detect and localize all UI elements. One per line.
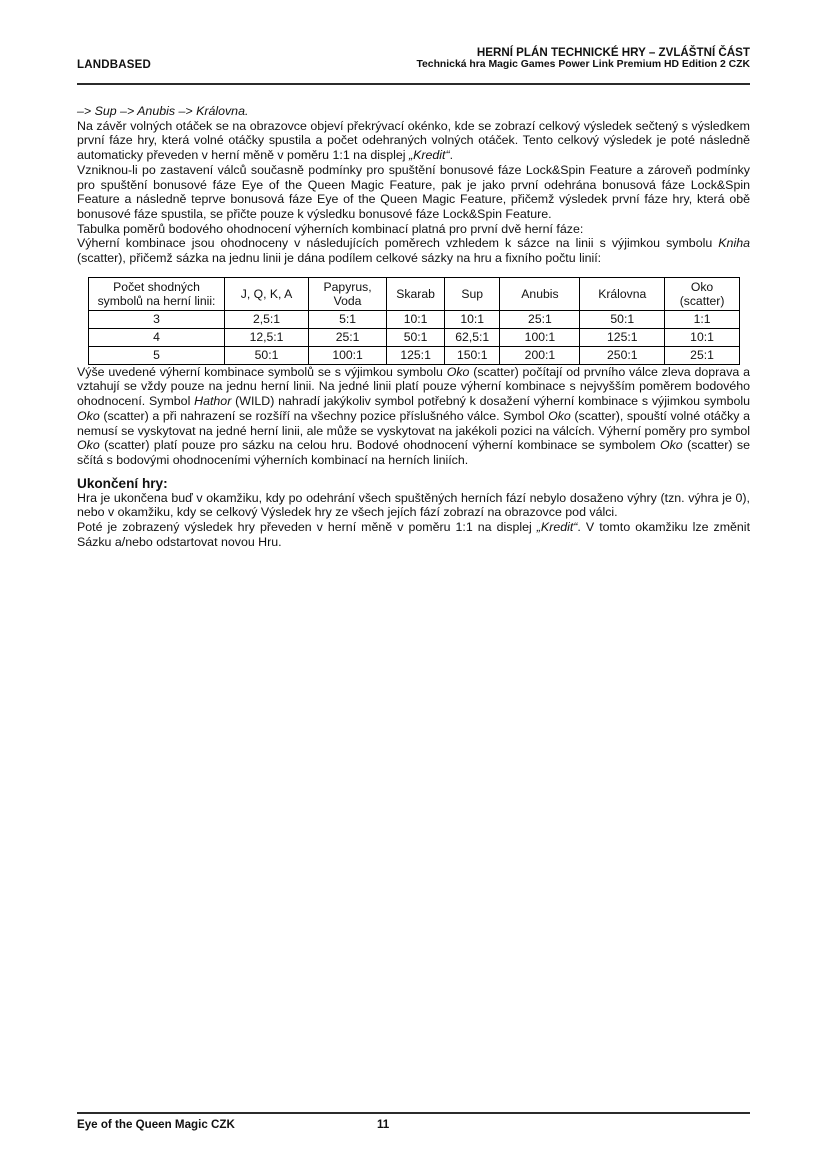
paragraph-table-intro-line: Tabulka poměrů bodového ohodnocení výherních kombinací platná pro první dvě herní fáze:	[77, 221, 584, 236]
text-segment: (WILD) nahradí jakýkoliv symbol potřebný k dosažení výherní kombinace s výjimkou symbolu	[231, 394, 750, 409]
paragraph-free-spins-result	[77, 119, 750, 163]
table-cell: 25:1	[500, 310, 580, 328]
table-cell: 12,5:1	[225, 328, 309, 346]
table-cell: 25:1	[309, 328, 387, 346]
symbol-sequence-line	[77, 104, 750, 119]
table-cell: 62,5:1	[445, 328, 500, 346]
table-cell: 150:1	[445, 346, 500, 364]
text-segment: Na závěr volných otáček se na obrazovce objeví překrývací okénko, kde se zobrazí celkový výsledek sečtený s výsledkem první fáze hry, která volné otáčky spustila a počet odehraných volných otáček. Tento celkový výsledek je poté následně automaticky převeden v herní měně v poměru 1:1 na displej	[77, 118, 750, 163]
table-cell: 200:1	[500, 346, 580, 364]
table-cell: 10:1	[387, 310, 445, 328]
italic-text-segment: Oko	[548, 408, 571, 423]
italic-text-segment: –> Sup –> Anubis –> Královna.	[77, 104, 249, 118]
italic-text-segment: „Kredit“	[536, 520, 578, 535]
table-header-cell: Skarab	[387, 277, 445, 310]
italic-text-segment: Kniha	[718, 236, 750, 251]
table-cell: 100:1	[500, 328, 580, 346]
text-segment: Výherní kombinace jsou ohodnoceny v následujících poměrech vzhledem k sázce na linii s výjimkou symbolu	[77, 236, 719, 251]
text-segment: (scatter) a při nahrazení se rozšíří na všechny pozice příslušného válce. Symbol	[99, 408, 549, 423]
table-header-cell: Anubis	[500, 277, 580, 310]
footer-game-name: Eye of the Queen Magic CZK	[77, 1118, 235, 1131]
italic-text-segment: Hathor	[194, 394, 232, 409]
table-cell: 10:1	[665, 328, 740, 346]
text-segment: Výše uvedené výherní kombinace symbolů se s výjimkou symbolu	[77, 364, 447, 379]
italic-text-segment: Oko	[446, 364, 470, 379]
payout-table	[88, 277, 740, 365]
table-row	[89, 310, 740, 328]
table-cell: 5:1	[309, 310, 387, 328]
paragraph-win-rules	[77, 365, 750, 468]
table-header-cell: Oko (scatter)	[665, 277, 740, 310]
table-cell: 125:1	[387, 346, 445, 364]
paragraph-bonus-order	[77, 163, 750, 222]
italic-text-segment: Oko	[77, 438, 100, 453]
table-row	[89, 346, 740, 364]
text-segment: Vzniknou-li po zastavení válců současně podmínky pro spuštění bonusové fáze Lock&Spin Feature a zároveň podmínky pro spuštění bonusové fáze Eye of the Queen Magic Feature, pak je jako první odehrána bonusová fáze Lock&Spin Feature a následně teprve bonusová fáze Eye of the Queen Magic Feature, přičemž výsledek první fáze hry, která obě bonusové fáze spustila, se přičte pouze k výsledku bonusové fáze Lock&Spin Feature.	[77, 162, 750, 221]
table-cell: 250:1	[580, 346, 665, 364]
table-header-cell: J, Q, K, A	[225, 277, 309, 310]
document-title: HERNÍ PLÁN TECHNICKÉ HRY – ZVLÁŠTNÍ ČÁST	[476, 46, 750, 59]
page-number: 11	[377, 1118, 390, 1131]
table-cell: 10:1	[445, 310, 500, 328]
table-cell: 4	[89, 328, 225, 346]
italic-text-segment: „Kredit“	[408, 148, 450, 163]
document-body	[77, 104, 750, 549]
table-cell: 50:1	[225, 346, 309, 364]
text-segment: Hra je ukončena buď v okamžiku, kdy po odehrání všech spuštěných herních fází nebylo dosaženo výhry (tzn. výhra je 0), nebo v okamžiku, kdy se celkový Výsledek hry ze všech jejích fází zobrazí na obrazovce pod válci.	[77, 490, 750, 520]
table-row	[89, 328, 740, 346]
text-segment: (scatter) počítají od prvního válce zleva doprava a vztahují se vždy pouze na jednu herní linii. Na jedné linii platí pouze výherní kombinace s nejvyšším poměrem bodového ohodnocení. Symbol	[77, 364, 750, 409]
paragraph-result-transfer	[77, 520, 750, 549]
table-cell: 100:1	[309, 346, 387, 364]
header-left-label: LANDBASED	[77, 59, 151, 71]
italic-text-segment: Oko	[77, 408, 100, 423]
text-segment: Poté je zobrazený výsledek hry převeden v herní měně v poměru 1:1 na displej	[77, 520, 537, 535]
table-header-cell: Sup	[445, 277, 500, 310]
text-segment: (scatter), spouští volné otáčky a nemusí se vyskytovat na jedné herní linii, ale může se vyskytovat na jakékoli pozici na válcích. Výherní poměry pro symbol	[77, 408, 750, 438]
header-right-block	[416, 46, 750, 71]
paragraph-table-intro	[77, 236, 750, 265]
table-cell: 50:1	[387, 328, 445, 346]
table-cell: 5	[89, 346, 225, 364]
page-header	[77, 46, 750, 71]
text-segment: (scatter) se sčítá s bodovými ohodnoceními výherních kombinací na herních liniích.	[77, 438, 750, 467]
table-header-cell: Počet shodných symbolů na herní linii:	[89, 277, 225, 310]
table-cell: 125:1	[580, 328, 665, 346]
header-rule	[77, 83, 750, 85]
table-cell: 25:1	[665, 346, 740, 364]
table-cell: 3	[89, 310, 225, 328]
table-header-row	[89, 277, 740, 310]
text-segment: .	[449, 148, 454, 163]
document-subtitle: Technická hra Magic Games Power Link Premium HD Edition 2 CZK	[416, 59, 750, 70]
text-segment: . V tomto okamžiku lze změnit Sázku a/nebo odstartovat novou Hru.	[77, 520, 751, 549]
text-segment: (scatter), přičemž sázka na jednu linii je dána podílem celkové sázky na hru a fixního počtu linií:	[77, 251, 602, 266]
table-header-cell: Královna	[580, 277, 665, 310]
page-footer	[77, 1112, 750, 1131]
section-heading-game-end: Ukončení hry:	[77, 475, 168, 491]
footer-rule	[77, 1112, 750, 1114]
table-header-cell: Papyrus, Voda	[309, 277, 387, 310]
paragraph-game-end	[77, 491, 750, 520]
text-segment: (scatter) platí pouze pro sázku na celou hru. Bodové ohodnocení výherní kombinace se symbolem	[99, 438, 660, 453]
table-cell: 50:1	[580, 310, 665, 328]
italic-text-segment: Oko	[659, 438, 683, 453]
table-cell: 1:1	[665, 310, 740, 328]
table-cell: 2,5:1	[225, 310, 309, 328]
